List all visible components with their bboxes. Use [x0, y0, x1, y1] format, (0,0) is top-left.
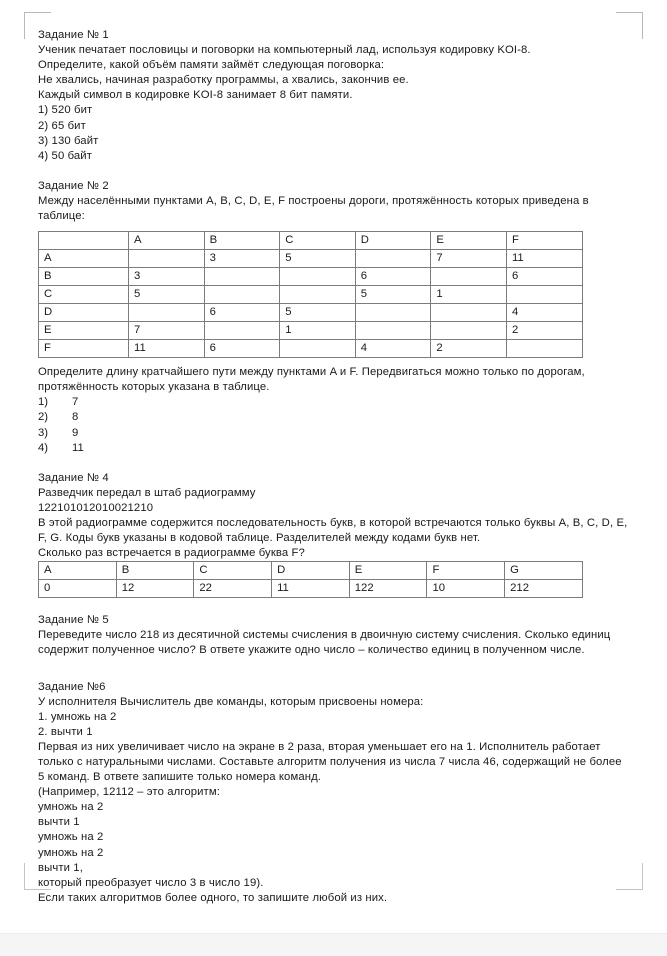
- task-4-body: В этой радиограмме содержится последовательность букв, в которой встречаются только буквы A, B, C, D, E, F, G. Коды букв указаны в кодовой таблице. Разделителей между кодами букв нет.: [38, 516, 628, 545]
- dist-e-f: 2: [506, 322, 582, 340]
- dist-row-d-label: D: [39, 304, 129, 322]
- task-1-option-2: 2) 65 бит: [38, 119, 86, 132]
- task-4-heading: Задание № 4: [38, 471, 109, 484]
- dist-row-c-label: C: [39, 286, 129, 304]
- code-header-g: G: [505, 562, 583, 580]
- dist-row-b-label: B: [39, 268, 129, 286]
- dist-header-f: F: [506, 232, 582, 250]
- dist-d-e: [431, 304, 507, 322]
- task-6: [38, 680, 630, 906]
- task-4-line-1: Разведчик передал в штаб радиограмму: [38, 486, 256, 499]
- task-1-line-4: Каждый символ в кодировке KOI-8 занимает 8 бит памяти.: [38, 89, 353, 102]
- task-6-example-step-1: умножь на 2: [38, 801, 104, 814]
- task-6-example-result: который преобразует число 3 в число 19).: [38, 876, 264, 889]
- task-6-body: Первая из них увеличивает число на экране в 2 раза, вторая уменьшает его на 1. Исполнитель работает только с натуральными числами. Составьте алгоритм получения из числа 7 числа 46, содержащий не более 5 команд. В ответе запишите только номера команд.: [38, 740, 622, 784]
- dist-a-d: [355, 250, 431, 268]
- dist-b-f: 6: [506, 268, 582, 286]
- table-header-row: [39, 232, 583, 250]
- table-row: [39, 304, 583, 322]
- dist-c-c: [280, 286, 356, 304]
- dist-b-b: [204, 268, 280, 286]
- dist-e-e: [431, 322, 507, 340]
- dist-a-a: [129, 250, 205, 268]
- dist-header-d: D: [355, 232, 431, 250]
- dist-f-c: [280, 340, 356, 358]
- dist-d-c: 5: [280, 304, 356, 322]
- task-1-option-4: 4) 50 байт: [38, 149, 93, 162]
- task-6-example-step-2: вычти 1: [38, 816, 80, 829]
- dist-a-e: 7: [431, 250, 507, 268]
- task-2-intro: Между населёнными пунктами A, B, C, D, E, F построены дороги, протяжённость которых приведена в таблице:: [38, 194, 589, 223]
- dist-c-b: [204, 286, 280, 304]
- code-header-e: E: [349, 562, 427, 580]
- task-6-closing: Если таких алгоритмов более одного, то запишите любой из них.: [38, 891, 388, 904]
- task-1-line-3: Не хвались, начиная разработку программы, а хвались, закончив ее.: [38, 74, 409, 87]
- task-6-command-1: 1. умножь на 2: [38, 710, 117, 723]
- task-6-example-step-4: умножь на 2: [38, 846, 104, 859]
- task-2-option-4: 4) 11: [38, 441, 84, 454]
- dist-c-f: [506, 286, 582, 304]
- code-header-c: C: [194, 562, 272, 580]
- dist-e-d: [355, 322, 431, 340]
- dist-row-f-label: F: [39, 340, 129, 358]
- dist-e-b: [204, 322, 280, 340]
- dist-c-d: 5: [355, 286, 431, 304]
- page-bottom-band: [0, 933, 667, 956]
- table-row: [39, 268, 583, 286]
- code-value-e: 122: [349, 580, 427, 598]
- dist-header-e: E: [431, 232, 507, 250]
- dist-a-f: 11: [506, 250, 582, 268]
- task-1-option-1: 1) 520 бит: [38, 104, 93, 117]
- code-header-f: F: [427, 562, 505, 580]
- dist-f-f: [506, 340, 582, 358]
- code-value-b: 12: [116, 580, 194, 598]
- task-4: [38, 471, 630, 599]
- dist-header-corner: [39, 232, 129, 250]
- dist-d-a: [129, 304, 205, 322]
- table-row: [39, 580, 583, 598]
- gap-after-task-2: [38, 456, 630, 471]
- task-6-command-2: 2. вычти 1: [38, 725, 93, 738]
- task-1: [38, 28, 630, 164]
- dist-b-e: [431, 268, 507, 286]
- task-2-heading: Задание № 2: [38, 179, 109, 192]
- dist-e-c: 1: [280, 322, 356, 340]
- task-2-option-2: 2) 8: [38, 411, 79, 424]
- dist-a-b: 3: [204, 250, 280, 268]
- radiogram-code: 122101012010021210: [38, 501, 154, 514]
- distance-table: [38, 231, 583, 358]
- code-table: [38, 561, 583, 598]
- gap-after-task-1: [38, 164, 630, 179]
- code-value-f: 10: [427, 580, 505, 598]
- table-header-row: [39, 562, 583, 580]
- dist-b-c: [280, 268, 356, 286]
- task-1-option-3: 3) 130 байт: [38, 134, 99, 147]
- dist-e-a: 7: [129, 322, 205, 340]
- gap-after-task-5: [38, 659, 630, 680]
- table-row: [39, 286, 583, 304]
- dist-a-c: 5: [280, 250, 356, 268]
- gap-after-task-4: [38, 598, 630, 613]
- dist-f-d: 4: [355, 340, 431, 358]
- dist-row-a-label: A: [39, 250, 129, 268]
- code-header-b: B: [116, 562, 194, 580]
- task-5: [38, 613, 630, 658]
- task-2-option-3: 3) 9: [38, 426, 79, 439]
- code-header-d: D: [272, 562, 350, 580]
- code-value-a: 0: [39, 580, 117, 598]
- task-5-heading: Задание № 5: [38, 614, 109, 627]
- document-body: [38, 28, 630, 906]
- dist-d-b: 6: [204, 304, 280, 322]
- dist-d-d: [355, 304, 431, 322]
- task-2-question: Определите длину кратчайшего пути между пунктами A и F. Передвигаться можно только по дорогам, протяжённость которых указана в таблице.: [38, 366, 585, 394]
- task-1-line-2: Определите, какой объём памяти займёт следующая поговорка:: [38, 59, 385, 72]
- dist-header-b: B: [204, 232, 280, 250]
- task-6-example-step-3: умножь на 2: [38, 831, 104, 844]
- dist-header-a: A: [129, 232, 205, 250]
- dist-header-c: C: [280, 232, 356, 250]
- task-4-question: Сколько раз встречается в радиограмме буква F?: [38, 547, 305, 560]
- task-2: [38, 179, 630, 456]
- task-6-intro: У исполнителя Вычислитель две команды, которым присвоены номера:: [38, 695, 424, 708]
- task-2-option-1: 1) 7: [38, 396, 79, 409]
- code-value-d: 11: [272, 580, 350, 598]
- dist-c-e: 1: [431, 286, 507, 304]
- dist-d-f: 4: [506, 304, 582, 322]
- table-row: [39, 322, 583, 340]
- dist-b-d: 6: [355, 268, 431, 286]
- task-6-example-intro: (Например, 12112 – это алгоритм:: [38, 786, 220, 799]
- table-row: [39, 250, 583, 268]
- table-row: [39, 340, 583, 358]
- code-value-g: 212: [505, 580, 583, 598]
- code-header-a: A: [39, 562, 117, 580]
- task-6-example-step-5: вычти 1,: [38, 861, 83, 874]
- dist-c-a: 5: [129, 286, 205, 304]
- task-5-body: Переведите число 218 из десятичной системы счисления в двоичную систему счисления. Сколько единиц содержит полученное число? В ответе укажите одно число – количество единиц в полученном числе.: [38, 629, 611, 657]
- dist-b-a: 3: [129, 268, 205, 286]
- dist-f-a: 11: [129, 340, 205, 358]
- task-1-heading: Задание № 1: [38, 29, 109, 41]
- task-1-line-1: Ученик печатает пословицы и поговорки на компьютерный лад, используя кодировку KOI-8.: [38, 44, 531, 57]
- dist-f-e: 2: [431, 340, 507, 358]
- dist-f-b: 6: [204, 340, 280, 358]
- code-value-c: 22: [194, 580, 272, 598]
- task-6-heading: Задание №6: [38, 680, 106, 693]
- dist-row-e-label: E: [39, 322, 129, 340]
